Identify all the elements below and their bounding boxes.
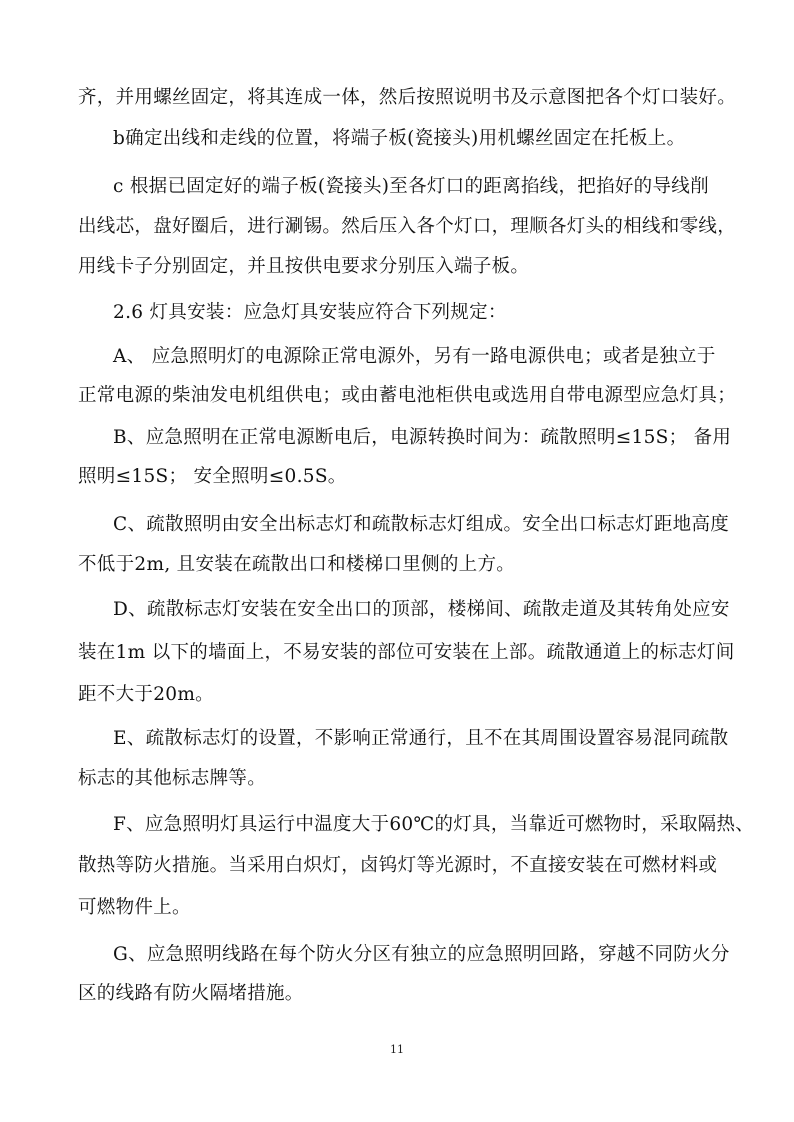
text-line: F、应急照明灯具运行中温度大于60℃的灯具，当靠近可燃物时，采取隔热、 xyxy=(113,814,755,835)
text-line: 正常电源的柴油发电机组供电；或由蓄电池柜供电或选用自带电源型应急灯具； xyxy=(78,385,737,406)
text-line: 装在1m 以下的墙面上，不易安装的部位可安装在上部。疏散通道上的标志灯间 xyxy=(78,642,735,663)
section-heading: 2.6 灯具安装：应急灯具安装应符合下列规定： xyxy=(113,302,507,323)
text-line: D、疏散标志灯安装在安全出口的顶部，楼梯间、疏散走道及其转角处应安 xyxy=(113,599,730,620)
text-line: c 根据已固定好的端子板(瓷接头)至各灯口的距离掐线，把掐好的导线削 xyxy=(113,176,709,197)
text-line: 出线芯，盘好圈后，进行涮锡。然后压入各个灯口，理顺各灯头的相线和零线， xyxy=(78,216,737,237)
text-line: B、应急照明在正常电源断电后，电源转换时间为：疏散照明≤15S； 备用 xyxy=(113,427,732,448)
text-line: 不低于2m, 且安装在疏散出口和楼梯口里侧的上方。 xyxy=(78,554,516,575)
text-line: 标志的其他标志牌等。 xyxy=(78,768,267,789)
text-line: 距不大于20m。 xyxy=(78,684,214,705)
text-line: 散热等防火措施。当采用白炽灯，卤钨灯等光源时，不直接安装在可燃材料或 xyxy=(78,855,718,876)
text-line: 用线卡子分别固定，并且按供电要求分别压入端子板。 xyxy=(78,256,530,277)
text-line: 可燃物件上。 xyxy=(78,897,191,918)
text-line: A、 应急照明灯的电源除正常电源外，另有一路电源供电；或者是独立于 xyxy=(113,346,716,367)
text-line: C、疏散照明由安全出标志灯和疏散标志灯组成。安全出口标志灯距地高度 xyxy=(113,514,730,535)
text-line: b确定出线和走线的位置，将端子板(瓷接头)用机螺丝固定在托板上。 xyxy=(113,128,686,149)
text-line: E、疏散标志灯的设置，不影响正常通行，且不在其周围设置容易混同疏散 xyxy=(113,728,729,749)
page-number: 11 xyxy=(390,1043,404,1056)
text-line: 齐，并用螺丝固定，将其连成一体，然后按照说明书及示意图把各个灯口装好。 xyxy=(78,87,737,108)
text-line: G、应急照明线路在每个防火分区有独立的应急照明回路，穿越不同防火分 xyxy=(113,944,730,965)
text-line: 区的线路有防火隔堵措施。 xyxy=(78,983,304,1004)
text-line: 照明≤15S； 安全照明≤0.5S。 xyxy=(78,466,347,487)
